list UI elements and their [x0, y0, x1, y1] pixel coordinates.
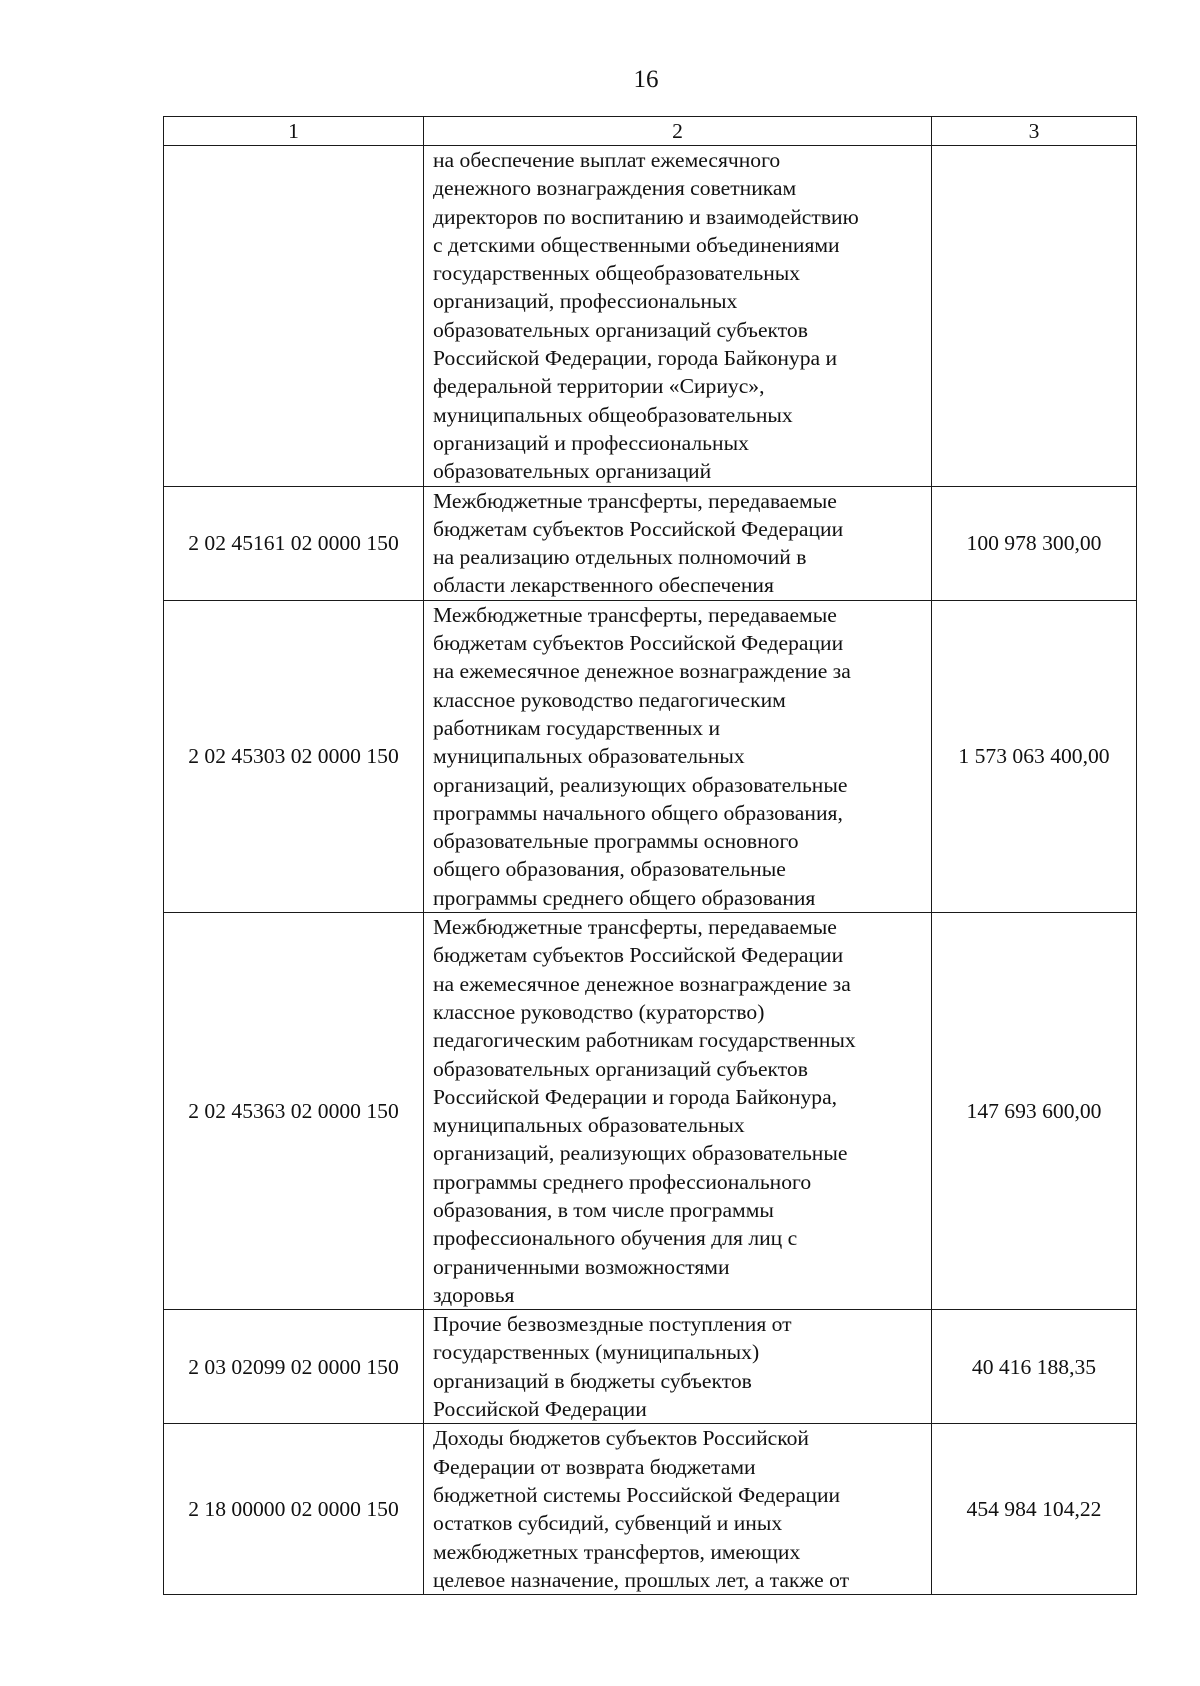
description-line: ограниченными возможностями	[433, 1254, 730, 1279]
description-line: организаций, профессиональных	[433, 289, 738, 314]
description-line: государственных (муниципальных)	[433, 1340, 760, 1365]
budget-code-cell: 2 18 00000 02 0000 150	[164, 1424, 424, 1595]
description-line: бюджетам субъектов Российской Федерации	[433, 516, 844, 541]
description-line: межбюджетных трансфертов, имеющих	[433, 1539, 801, 1564]
table-header-row	[164, 117, 1137, 146]
description-cell	[424, 1310, 932, 1424]
table-row	[164, 600, 1137, 912]
description-cell	[424, 913, 932, 1310]
description-line: образовательных организаций	[433, 459, 712, 484]
description-line: классное руководство педагогическим	[433, 687, 786, 712]
budget-code-cell: 2 02 45303 02 0000 150	[164, 600, 424, 912]
table-row	[164, 1310, 1137, 1424]
description-line: педагогическим работникам государственных	[433, 1028, 856, 1053]
budget-code-cell	[164, 146, 424, 487]
description-line: бюджетной системы Российской Федерации	[433, 1482, 841, 1507]
description-cell	[424, 486, 932, 600]
amount-cell: 454 984 104,22	[932, 1424, 1137, 1595]
description-line: муниципальных образовательных	[433, 1113, 745, 1138]
description-line: программы начального общего образования,	[433, 800, 843, 825]
column-header-description: 2	[424, 117, 932, 146]
description-line: федеральной территории «Сириус»,	[433, 374, 765, 399]
budget-code-cell: 2 02 45363 02 0000 150	[164, 913, 424, 1310]
description-line: образовательных организаций субъектов	[433, 1056, 808, 1081]
description-cell	[424, 1424, 932, 1595]
description-line: директоров по воспитанию и взаимодействию	[433, 204, 859, 229]
table-row	[164, 486, 1137, 600]
description-line: бюджетам субъектов Российской Федерации	[433, 631, 844, 656]
description-line: бюджетам субъектов Российской Федерации	[433, 943, 844, 968]
description-line: денежного вознаграждения советникам	[433, 176, 797, 201]
description-line: образовательные программы основного	[433, 829, 799, 854]
amount-cell: 40 416 188,35	[932, 1310, 1137, 1424]
description-line: программы среднего профессионального	[433, 1169, 812, 1194]
amount-cell	[932, 146, 1137, 487]
table-row	[164, 146, 1137, 487]
description-line: Российской Федерации и города Байконура,	[433, 1084, 838, 1109]
description-line: Прочие безвозмездные поступления от	[433, 1312, 792, 1337]
description-line: работникам государственных и	[433, 715, 721, 740]
description-line: целевое назначение, прошлых лет, а также от	[433, 1567, 850, 1592]
description-line: здоровья	[433, 1282, 515, 1307]
budget-code-cell: 2 02 45161 02 0000 150	[164, 486, 424, 600]
description-line: на реализацию отдельных полномочий в	[433, 545, 807, 570]
description-line: образовательных организаций субъектов	[433, 317, 808, 342]
column-header-code: 1	[164, 117, 424, 146]
budget-code-cell: 2 03 02099 02 0000 150	[164, 1310, 424, 1424]
description-line: государственных общеобразовательных	[433, 261, 801, 286]
description-line: организаций в бюджеты субъектов	[433, 1368, 752, 1393]
amount-cell: 100 978 300,00	[932, 486, 1137, 600]
page-number: 16	[633, 66, 659, 93]
description-line: Доходы бюджетов субъектов Российской	[433, 1426, 809, 1451]
description-line: муниципальных образовательных	[433, 744, 745, 769]
description-line: на ежемесячное денежное вознаграждение за	[433, 971, 851, 996]
description-line: Федерации от возврата бюджетами	[433, 1454, 756, 1479]
table-body	[164, 146, 1137, 1595]
description-line: программы среднего общего образования	[433, 885, 816, 910]
column-header-amount: 3	[932, 117, 1137, 146]
description-line: профессионального обучения для лиц с	[433, 1226, 798, 1251]
description-line: организаций и профессиональных	[433, 430, 749, 455]
amount-cell: 1 573 063 400,00	[932, 600, 1137, 912]
description-line: Российской Федерации, города Байконура и	[433, 346, 838, 371]
table-row	[164, 1424, 1137, 1595]
amount-cell: 147 693 600,00	[932, 913, 1137, 1310]
description-line: классное руководство (кураторство)	[433, 999, 765, 1024]
description-line: Межбюджетные трансферты, передаваемые	[433, 602, 837, 627]
description-line: организаций, реализующих образовательные	[433, 772, 848, 797]
description-line: с детскими общественными объединениями	[433, 232, 840, 257]
description-cell	[424, 146, 932, 487]
description-cell	[424, 600, 932, 912]
description-line: муниципальных общеобразовательных	[433, 402, 793, 427]
description-line: остатков субсидий, субвенций и иных	[433, 1511, 783, 1536]
description-line: организаций, реализующих образовательные	[433, 1141, 848, 1166]
budget-table	[163, 116, 1137, 1595]
table-row	[164, 913, 1137, 1310]
description-line: Межбюджетные трансферты, передаваемые	[433, 488, 837, 513]
description-line: области лекарственного обеспечения	[433, 573, 774, 598]
description-line: образования, в том числе программы	[433, 1197, 774, 1222]
description-line: Межбюджетные трансферты, передаваемые	[433, 915, 837, 940]
description-line: общего образования, образовательные	[433, 857, 786, 882]
description-line: Российской Федерации	[433, 1397, 647, 1422]
description-line: на ежемесячное денежное вознаграждение за	[433, 659, 851, 684]
description-line: на обеспечение выплат ежемесячного	[433, 148, 781, 172]
